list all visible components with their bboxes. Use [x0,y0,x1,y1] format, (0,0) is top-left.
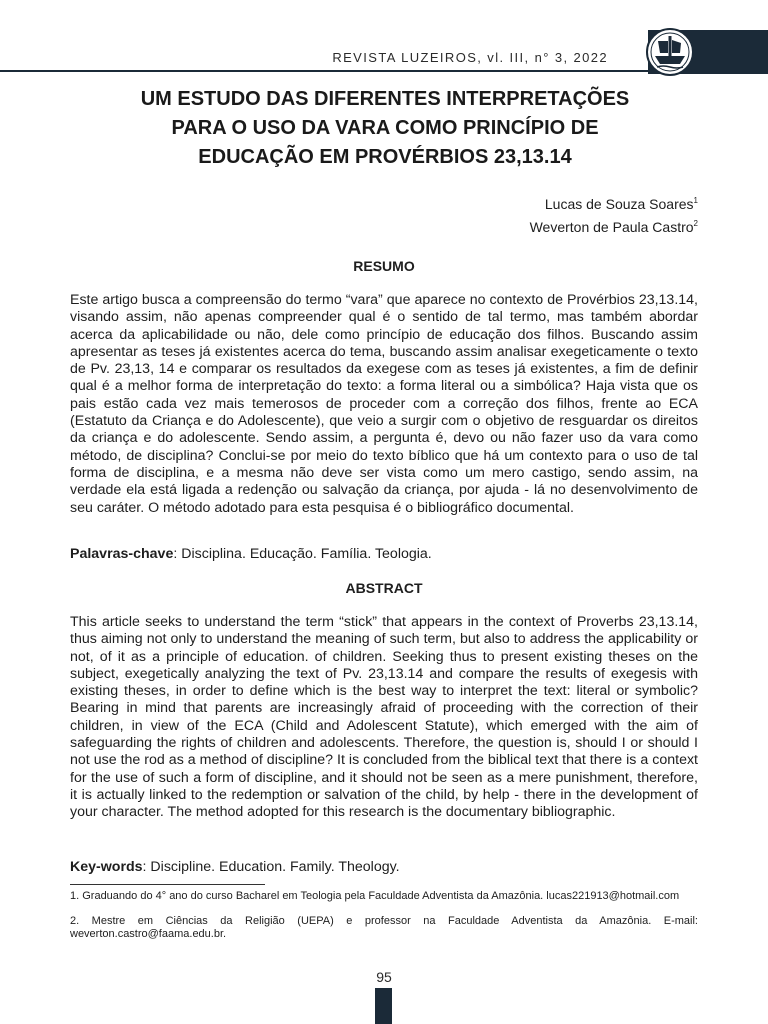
resumo-text: Este artigo busca a compreensão do termo “vara” que aparece no contexto de Provérbios 23,13.14, visando assim, não apenas compreender qual é o sentido de tal termo, mas também abordar acerca da aplicabilidade ou não, dele como princípio de educação dos filhos. Buscando assim apresentar as teses já existentes acerca do tema, buscando assim analisar exegeticamente o texto de Pv. 23,13, 14 e comparar os resultados da exegese com as teses já existentes, a fim de definir qual é a melhor forma de interpretação do texto: a forma literal ou a simbólica? Haja vista que os pais estão cada vez mais temerosos de proceder com a correção dos filhos, frente ao ECA (Estatuto da Criança e do Adolescente), que veio a surgir com o objetivo de resguardar os direitos da criança e do adolescente. Sendo assim, a pergunta é, devo ou não fazer uso da vara como método, de disciplina? Conclui-se por meio do texto bíblico que há um contexto para o uso de tal forma de disciplina, e a mesma não deve ser vista como um mero castigo, sendo assim, na verdade ela está ligada a redenção ou salvação da criança, por ajuda - lá no desenvolvimento de seu caráter. O método adotado para esta pesquisa é o bibliográfico documental. [70,292,698,516]
abstract-text: This article seeks to understand the term “stick” that appears in the context of Proverbs 23,13.14, thus aiming not only to understand the meaning of such term, but also to address the applicability or not, of it as a principle of education. of children. Seeking thus to present existing theses on the subject, exegetically analyzing the text of Pv. 23,13.14 and compare the results of exegesis with existing theses, in order to define which is the best way to interpret the text: literal or symbolic? Bearing in mind that parents are increasingly afraid of proceeding with the correction of their children, in view of the ECA (Child and Adolescent Statute), which emerged with the aim of safeguarding the rights of children and adolescents. Therefore, the question is, should I or should I not use the rod as a method of discipline? It is concluded from the biblical text that there is a context for the use of such a form of discipline, and it should not be seen as a mere punishment, therefore, it is actually linked to the redemption or salvation of the child, by help - there in the development of your character. The method adopted for this research is the documentary bibliographic. [70,614,698,821]
key-words [70,859,698,875]
palavras-chave-label: Palavras-chave [70,546,174,562]
page-number: 95 [376,969,392,985]
author-1-note: 1 [693,196,698,205]
author-1-name: Lucas de Souza Soares [544,196,694,212]
ship-emblem-icon [645,27,695,77]
page-number-bar [375,988,392,1024]
key-words-label: Key-words [70,859,143,875]
title-line-3: EDUCAÇÃO EM PROVÉRBIOS 23,13.14 [198,146,572,168]
palavras-chave-list: : Disciplina. Educação. Família. Teologia. [173,546,432,562]
abstract-heading: ABSTRACT [345,580,423,596]
footnote-2: 2. Mestre em Ciências da Religião (UEPA) e professor na Faculdade Adventista da Amazônia. E-mail: weverton.castro@faama.edu.br. [70,915,698,940]
journal-reference: REVISTA LUZEIROS, vl. III, n° 3, 2022 [332,50,608,65]
palavras-chave [70,546,698,562]
title-line-1: UM ESTUDO DAS DIFERENTES INTERPRETAÇÕES [140,88,630,110]
resumo-heading: RESUMO [353,258,415,274]
title-line-2: PARA O USO DA VARA COMO PRINCÍPIO DE [171,117,599,139]
author-2-name: Weverton de Paula Castro [529,219,694,235]
author-1 [545,196,698,212]
author-2 [530,219,698,235]
author-2-note: 2 [693,219,698,228]
footnote-1: 1. Graduando do 4° ano do curso Bacharel em Teologia pela Faculdade Adventista da Amazônia. lucas221913@hotmail.com [70,890,680,902]
header-rule [0,70,648,72]
article-title [70,85,700,172]
key-words-list: : Discipline. Education. Family. Theology. [142,859,400,875]
footnote-rule [70,884,265,885]
